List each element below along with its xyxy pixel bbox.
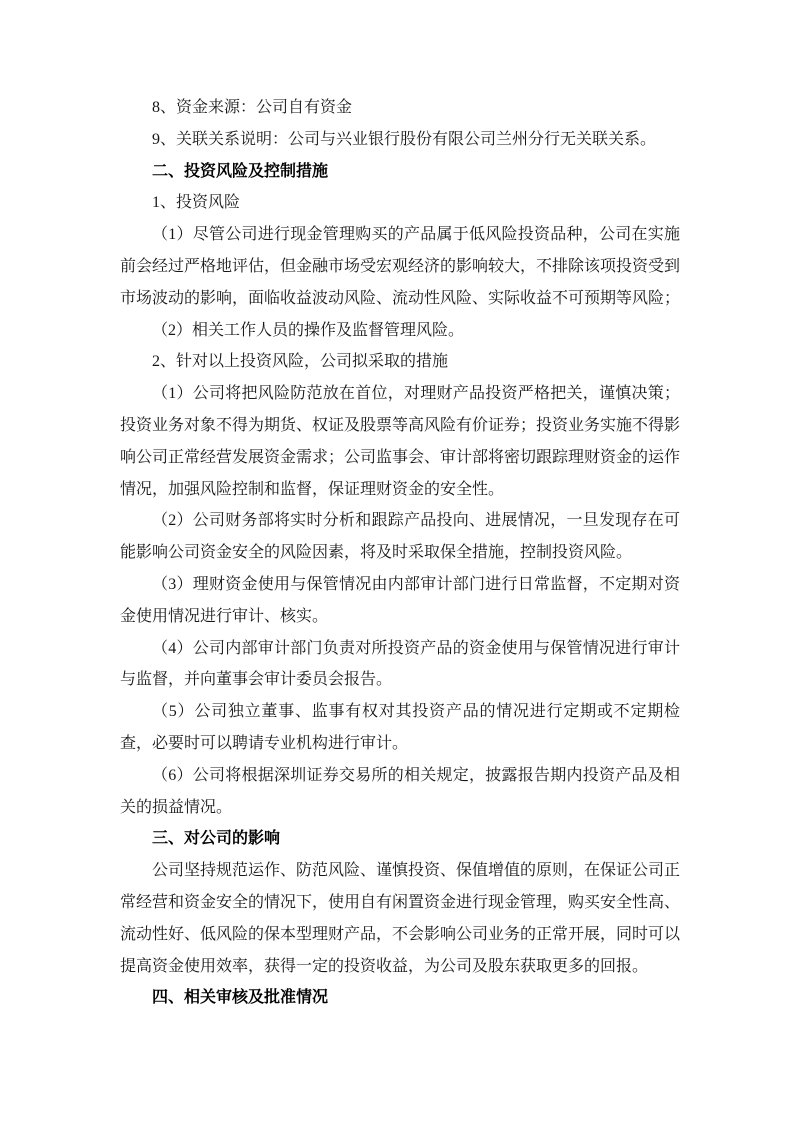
paragraph: 公司坚持规范运作、防范风险、谨慎投资、保值增值的原则，在保证公司正常经营和资金安全的情况下，使用自有闲置资金进行现金管理，购买安全性高、流动性好、低风险的保本型理财产品，不会影响公司业务的正常开展，同时可以提高资金使用效率，获得一定的投资收益，为公司及股东获取更多的回报。 — [120, 862, 681, 975]
paragraph: （2）公司财务部将实时分析和跟踪产品投向、进展情况，一旦发现存在可能影响公司资金安全的风险因素，将及时采取保全措施，控制投资风险。 — [120, 512, 680, 562]
paragraph: （3）理财资金使用与保管情况由内部审计部门进行日常监督，不定期对资金使用情况进行审计、核实。 — [120, 575, 680, 625]
paragraph: 8、资金来源：公司自有资金 — [152, 99, 353, 116]
paragraph: 2、针对以上投资风险，公司拟采取的措施 — [152, 353, 449, 371]
paragraph: 9、关联关系说明：公司与兴业银行股份有限公司兰州分行无关联关系。 — [152, 130, 657, 148]
paragraph: （2）相关工作人员的操作及监督管理风险。 — [152, 321, 465, 339]
paragraph: （1）公司将把风险防范放在首位，对理财产品投资严格把关，谨慎决策；投资业务对象不得为期货、权证及股票等高风险有价证券；投资业务实施不得影响公司正常经营发展资金需求；公司监事会、审计部将密切跟踪理财资金的运作情况，加强风险控制和监督，保证理财资金的安全性。 — [120, 385, 681, 498]
section-heading: 四、相关审核及批准情况 — [152, 989, 329, 1007]
paragraph: （1）尽管公司进行现金管理购买的产品属于低风险投资品种，公司在实施前会经过严格地评估，但金融市场受宏观经济的影响较大，不排除该项投资受到市场波动的影响，面临收益波动风险、流动性风险、实际收益不可预期等风险； — [120, 226, 681, 307]
paragraph: （4）公司内部审计部门负责对所投资产品的资金使用与保管情况进行审计与监督，并向董事会审计委员会报告。 — [120, 639, 680, 689]
document-content — [120, 92, 680, 1014]
paragraph: （6）公司将根据深圳证券交易所的相关规定，披露报告期内投资产品及相关的损益情况。 — [120, 766, 680, 816]
paragraph: （5）公司独立董事、监事有权对其投资产品的情况进行定期或不定期检查，必要时可以聘请专业机构进行审计。 — [120, 703, 680, 752]
section-heading: 三、对公司的影响 — [152, 830, 281, 848]
paragraph: 1、投资风险 — [152, 194, 241, 212]
section-heading: 二、投资风险及控制措施 — [152, 162, 329, 180]
